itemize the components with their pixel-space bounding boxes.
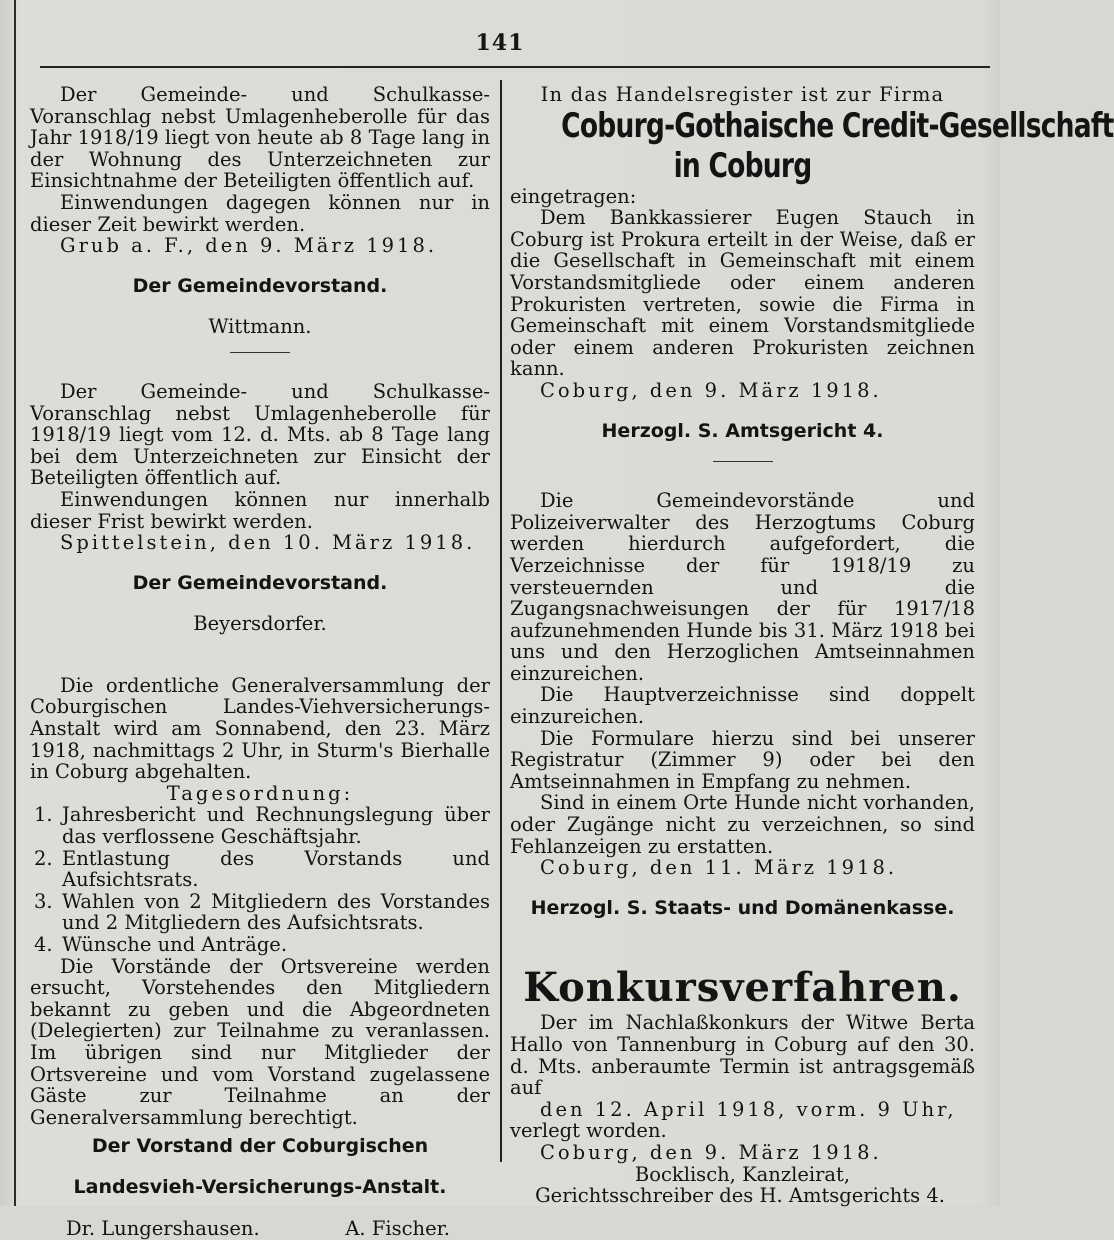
signatory-line2: Landesvieh-Versicherungs-Anstalt. [73,1175,447,1198]
place-date: Coburg, den 11. März 1918. [540,856,898,880]
agenda-item: 1. Jahresbericht und Rechnungslegung über das verflossene Geschäftsjahr. [34,803,490,849]
separator [230,352,290,353]
notice-text: Die ordentliche Generalversammlung der Coburgischen Landes-Viehversicherungs-Anstalt wird am Sonnabend, den 23. März 1918, nachmittags 2 Uhr, in Sturm's Bierhalle in Coburg abgehalten. [30,673,490,784]
place-date: Coburg, den 9. März 1918. [540,1140,882,1164]
notice-intro: In das Handelsregister ist zur Firma [540,83,945,106]
notice-text: Sind in einem Orte Hunde nicht vorhanden, oder Zugänge nicht zu verzeichnen, so sind Fehlanzeigen zu erstatten. [510,791,975,858]
notice-text: Die Formulare hierzu sind bei unserer Registratur (Zimmer 9) oder bei den Amtseinnahmen in Empfang zu nehmen. [510,726,975,793]
section-heading: Konkursverfahren. [523,964,962,1012]
notice-spittelstein [30,381,490,635]
notice-text: Dem Bankkassierer Eugen Stauch in Coburg ist Prokura erteilt in der Weise, daß er die Gesellschaft in Gemeinschaft mit einem Vorstandsmitgliede oder einem anderen Prokuristen vertreten, sowie die Firma in Gemeinschaft mit einem Vorstandsmitgliede oder einem anderen Prokuristen zeichnen kann. [510,206,975,381]
agenda-item: 2. Entlastung des Vorstands und Aufsichtsrats. [34,846,490,892]
agenda-list [30,804,490,955]
left-column [30,84,490,1239]
notice-text: Die Vorstände der Ortsvereine werden ersucht, Vorstehendes den Mitgliedern bekannt zu geben und die Abgeordneten (Delegierten) zur Teilnahme zu veranlassen. Im übrigen sind nur Mitglieder der Ortsvereine und vom Vorstand zugelassene Gäste zur Teilnahme an der Generalversammlung berechtigt. [30,954,490,1129]
signatory-name: Beyersdorfer. [193,612,327,636]
right-column [510,83,1114,1208]
agenda-item: 4. Wünsche und Anträge. [34,933,288,956]
signatory: Der Gemeindevorstand. [132,571,388,594]
place-date: Spittelstein, den 10. März 1918. [60,531,476,555]
place-date: Grub a. F., den 9. März 1918. [60,234,438,258]
column-divider [500,80,502,1162]
notice-text: Die Gemeindevorstände und Polizeiverwalter des Herzogtums Coburg werden hierdurch aufgefordert, die Verzeichnisse der für 1918/19 zu versteuernden und die Zugangsnachweisungen der für 1917/18 aufzunehmenden Hunde bis 31. März 1918 bei uns und den Herzoglichen Amtseinnahmen einzureichen. [510,489,975,685]
notice-text: Der Gemeinde- und Schulkasse-Voranschlag nebst Umlagenheberolle für das Jahr 1918/19 liegt von heute ab 8 Tage lang in der Wohnung des Unterzeichneten zur Einsichtnahme der Beteiligten öffentlich auf. [30,83,490,193]
notice-text: Der im Nachlaßkonkurs der Witwe Berta Hallo von Tannenburg in Coburg auf den 30. d. Mts. anberaumte Termin ist antragsgemäß auf [510,1011,975,1100]
signatory-name: Wittmann. [208,315,312,339]
notice-handelsregister [510,83,1114,442]
place-date: Coburg, den 9. März 1918. [540,378,882,402]
signatory-name: Dr. Lungershausen. [66,1216,260,1240]
signatory-name: Bocklisch, Kanzleirat, [634,1162,851,1186]
signatory-line1: Der Vorstand der Coburgischen [91,1135,429,1158]
signatory-name: A. Fischer. [345,1216,450,1240]
notice-grub [30,84,490,338]
notice-text: Einwendungen können nur innerhalb dieser Frist bewirkt werden. [30,487,490,533]
signatory: Herzogl. S. Staats- und Domänenkasse. [530,896,955,919]
agenda-title: Tagesordnung: [166,781,354,805]
page-left-border [14,0,16,1206]
notice-hundesteuer [510,490,975,919]
notice-text: eingetragen: [510,184,637,208]
notice-text: Die Hauptverzeichnisse sind doppelt einzureichen. [510,683,975,729]
header-rule [40,66,990,68]
notice-text: verlegt worden. [510,1119,667,1143]
notice-generalversammlung [30,675,490,1239]
firm-name: Coburg-Gothaische Credit-Gesellschaft [561,105,1114,146]
firm-location: in Coburg [673,145,812,186]
agenda-item: 3. Wahlen von 2 Mitgliedern des Vorstandes und 2 Mitgliedern des Aufsichtsrats. [34,889,490,935]
page-number: 141 [475,30,525,56]
notice-text: Der Gemeinde- und Schulkasse-Voranschlag nebst Umlagenheberolle für 1918/19 liegt vom 12. d. Mts. ab 8 Tage lang bei dem Unterzeichneten zur Einsicht der Beteiligten öffentlich auf. [30,379,490,490]
signatory: Herzogl. S. Amtsgericht 4. [601,419,884,442]
notice-text: Einwendungen dagegen können nur in dieser Zeit bewirkt werden. [30,190,490,236]
signatory-names [30,1218,490,1240]
notice-konkurs [510,964,975,1206]
signatory: Der Gemeindevorstand. [132,274,388,297]
new-date: den 12. April 1918, vorm. 9 Uhr, [540,1097,957,1121]
separator [713,461,773,462]
signatory-title: Gerichtsschreiber des H. Amtsgerichts 4. [535,1184,945,1208]
